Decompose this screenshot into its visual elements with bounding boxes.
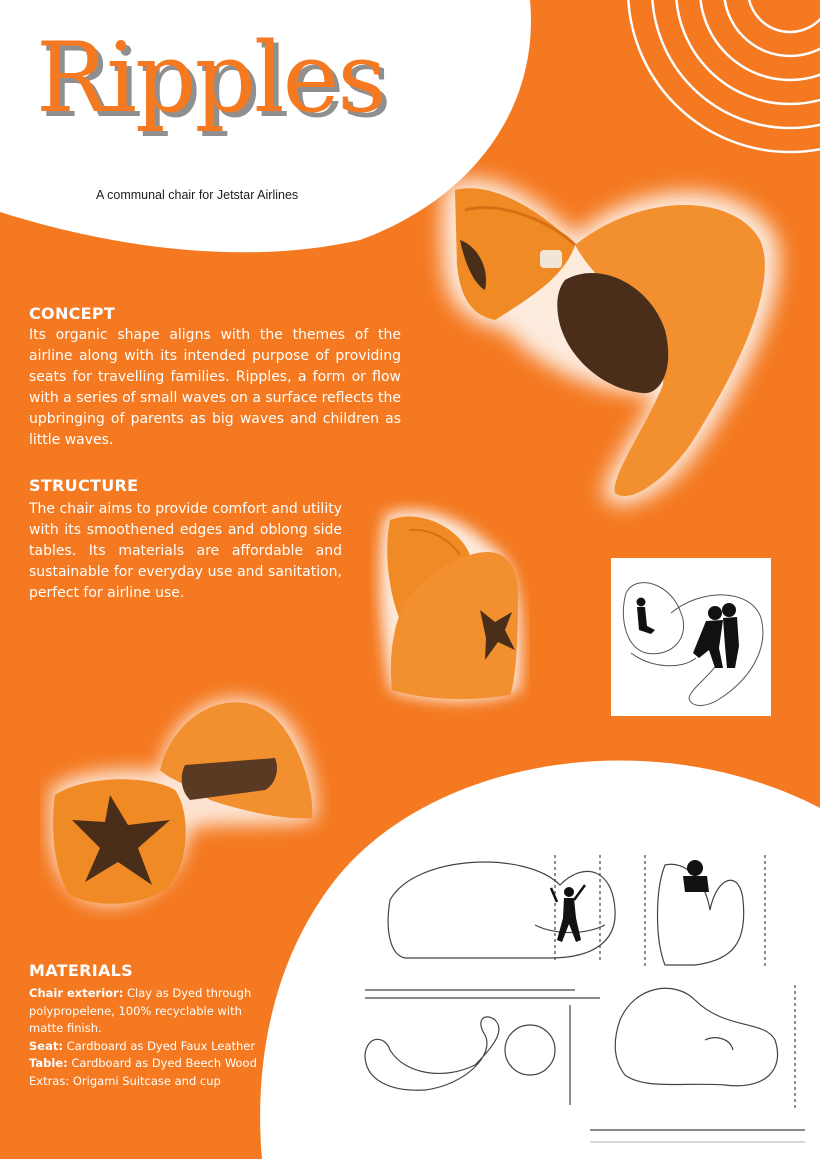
materials-item-extras: Extras: Origami Suitcase and cup bbox=[29, 1073, 221, 1088]
ripple-arcs-icon bbox=[628, 0, 820, 152]
materials-heading: MATERIALS bbox=[29, 961, 133, 980]
poster-title: Ripples bbox=[36, 22, 385, 134]
concept-body: Its organic shape aligns with the themes of the airline along with its intended purpose of providing seats for travelling families. Ripples, a form or flow with a series of small waves on a surface reflects the upbringing of parents as big waves and children as little waves. bbox=[29, 327, 401, 448]
sketch-silhouette-card bbox=[611, 558, 771, 716]
chair-model-photo-small bbox=[370, 500, 530, 715]
technical-drawings bbox=[345, 840, 820, 1159]
materials-item-seat: Seat: Cardboard as Dyed Faux Leather bbox=[29, 1038, 256, 1053]
structure-heading: STRUCTURE bbox=[29, 476, 139, 495]
perspective-drawing bbox=[615, 988, 777, 1085]
structure-body: The chair aims to provide comfort and utility with its smoothened edges and oblong side tables. Its materials are affordable and sustainable for everyday use and sanitation, perfect for airline use. bbox=[29, 501, 342, 601]
materials-list bbox=[29, 985, 279, 1090]
chair-model-photo-large bbox=[415, 155, 810, 535]
plan-drawing-top bbox=[365, 1017, 499, 1090]
elevation-drawing-front bbox=[388, 862, 615, 958]
materials-item-table: Table: Cardboard as Dyed Beech Wood bbox=[29, 1056, 257, 1070]
chair-model-photo-side bbox=[40, 670, 330, 920]
poster-subtitle: A communal chair for Jetstar Airlines bbox=[96, 188, 299, 202]
concept-heading: CONCEPT bbox=[29, 304, 116, 323]
materials-item-exterior: Chair exterior: Clay as Dyed through polypropelene, 100% recyclable with matte finish. bbox=[29, 986, 252, 1035]
